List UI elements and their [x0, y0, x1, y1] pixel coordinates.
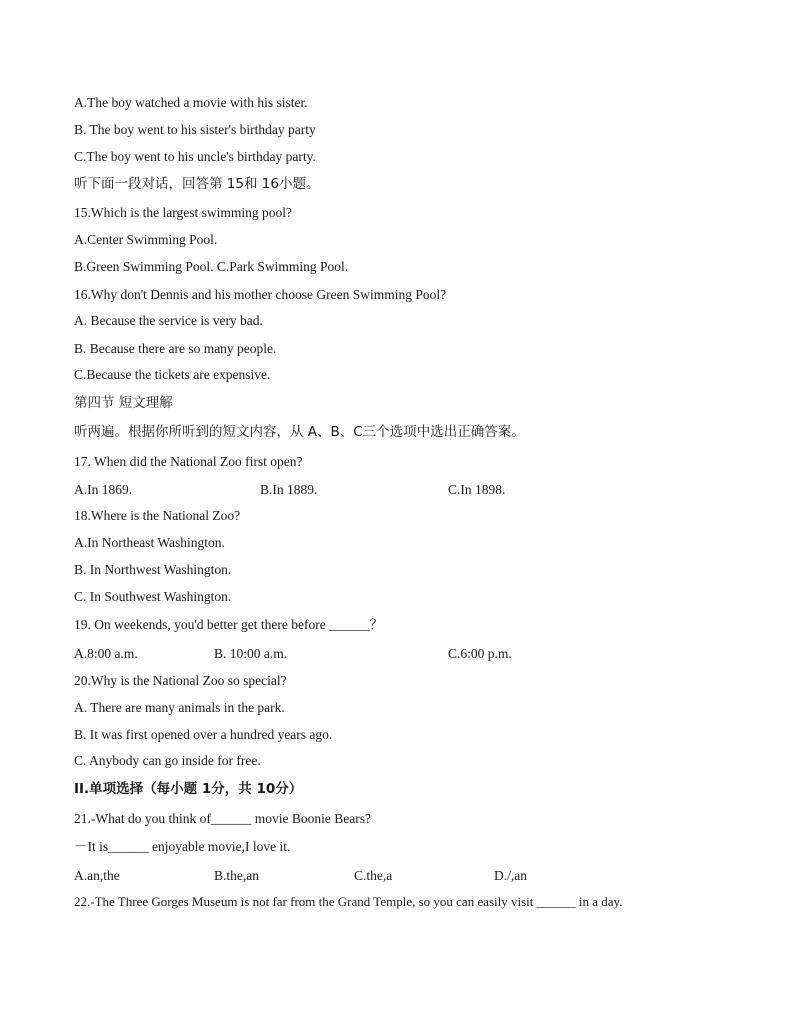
question-text: 22.-The Three Gorges Museum is not far from the Grand Temple, so you can easily visit ______ in a day.: [74, 894, 623, 909]
option-b: B.the,an: [214, 868, 259, 883]
option-a: A.In 1869.: [74, 482, 133, 497]
section-instruction: 听下面一段对话，回答第 15和 16小题。: [74, 176, 320, 192]
option-a: A.an,the: [74, 868, 120, 883]
option-text: A.Center Swimming Pool.: [74, 232, 218, 247]
question-text: 19. On weekends, you'd better get there before ______？: [74, 617, 384, 632]
question-text: 16.Why don't Dennis and his mother choose Green Swimming Pool?: [74, 287, 447, 302]
option-text: B. It was first opened over a hundred years ago.: [74, 727, 333, 742]
option-text: B. The boy went to his sister's birthday party: [74, 122, 316, 137]
option-b: B.In 1889.: [260, 482, 318, 497]
option-text: B. In Northwest Washington.: [74, 562, 232, 577]
option-c: C.the,a: [354, 868, 393, 883]
question-text: 15.Which is the largest swimming pool?: [74, 205, 292, 220]
option-text: A. Because the service is very bad.: [74, 313, 263, 328]
option-d: D./,an: [494, 868, 527, 883]
option-text: B.Green Swimming Pool. C.Park Swimming Pool.: [74, 259, 349, 274]
option-c: C.6:00 p.m.: [448, 646, 512, 661]
option-text: A. There are many animals in the park.: [74, 700, 285, 715]
option-text: C. Anybody can go inside for free.: [74, 753, 261, 768]
option-b: B. 10:00 a.m.: [214, 646, 288, 661]
question-text: －It is______ enjoyable movie,I love it.: [74, 839, 291, 854]
question-text: 20.Why is the National Zoo so special?: [74, 673, 287, 688]
option-a: A.8:00 a.m.: [74, 646, 138, 661]
option-text: C. In Southwest Washington.: [74, 589, 232, 604]
option-text: C.The boy went to his uncle's birthday party.: [74, 149, 316, 164]
option-text: C.Because the tickets are expensive.: [74, 367, 271, 382]
section-heading: II.单项选择（每小题 1分，共 10分）: [74, 781, 303, 797]
option-text: B. Because there are so many people.: [74, 341, 277, 356]
question-text: 18.Where is the National Zoo?: [74, 508, 241, 523]
section-heading: 第四节 短文理解: [74, 395, 173, 411]
option-text: A.In Northeast Washington.: [74, 535, 225, 550]
section-instruction: 听两遍。根据你所听到的短文内容，从 A、B、C三个选项中选出正确答案。: [74, 424, 525, 440]
option-c: C.In 1898.: [448, 482, 506, 497]
question-text: 17. When did the National Zoo first open?: [74, 454, 303, 469]
question-text: 21.-What do you think of______ movie Boonie Bears?: [74, 811, 371, 826]
option-text: A.The boy watched a movie with his sister.: [74, 95, 308, 110]
